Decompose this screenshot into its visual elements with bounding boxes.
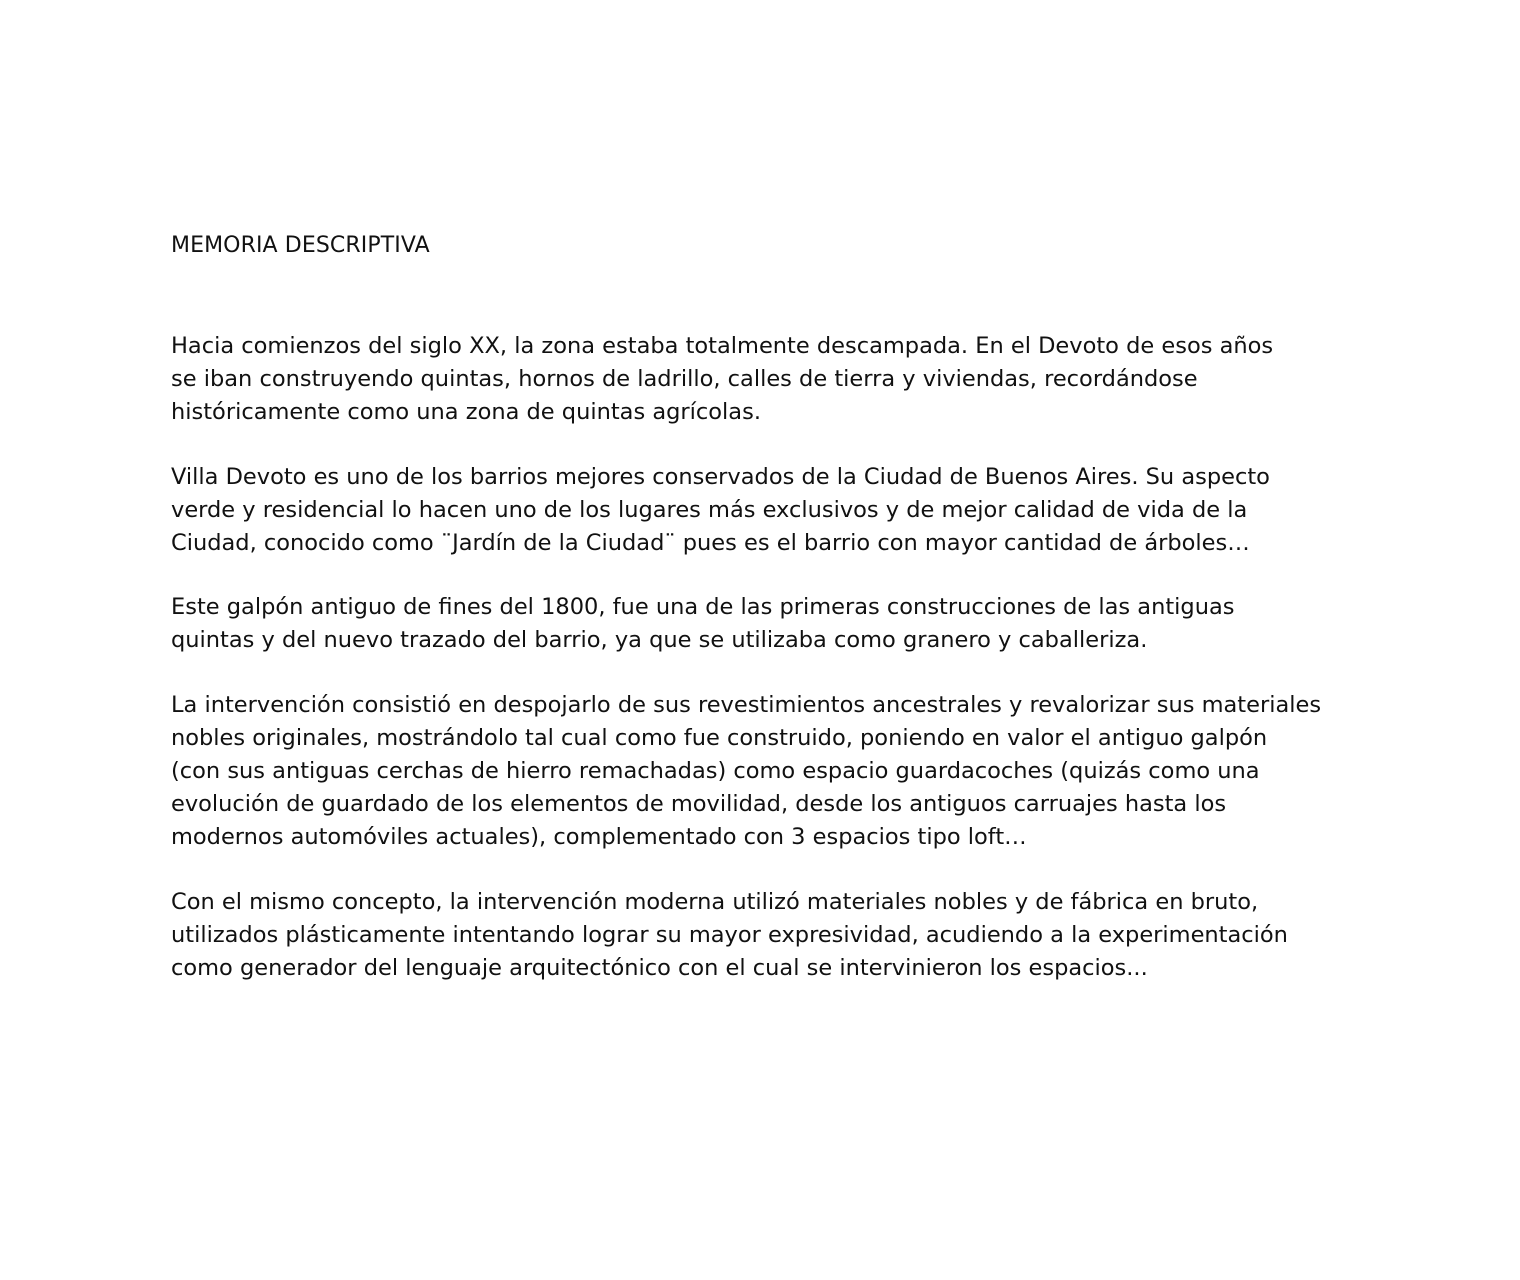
paragraph-intervention <box>171 689 1386 854</box>
paragraph-line: modernos automóviles actuales), complementado con 3 espacios tipo loft… <box>171 823 1027 850</box>
paragraph-line: Hacia comienzos del siglo XX, la zona estaba totalmente descampada. En el Devoto de esos años <box>171 333 1274 359</box>
document-body <box>171 330 1386 985</box>
paragraph-line: nobles originales, mostrándolo tal cual como fue construido, poniendo en valor el antiguo galpón <box>171 725 1268 752</box>
paragraph-line: utilizados plásticamente intentando lograr su mayor expresividad, acudiendo a la experimentación <box>171 921 1288 948</box>
paragraph-line: (con sus antiguas cerchas de hierro remachadas) como espacio guardacoches (quizás como una <box>171 758 1260 785</box>
paragraph-line: Ciudad, conocido como ¨Jardín de la Ciudad¨ pues es el barrio con mayor cantidad de árboles… <box>171 529 1250 556</box>
paragraph-line: Este galpón antiguo de fines del 1800, fue una de las primeras construcciones de las antiguas <box>171 594 1235 621</box>
paragraph-line: se iban construyendo quintas, hornos de ladrillo, calles de tierra y viviendas, recordándose <box>171 365 1198 392</box>
paragraph-old-shed <box>171 591 1386 657</box>
paragraph-line: quintas y del nuevo trazado del barrio, ya que se utilizaba como granero y caballeriza. <box>171 627 1148 654</box>
document-content <box>171 230 1386 1017</box>
paragraph-early-history <box>171 330 1386 429</box>
paragraph-line: Villa Devoto es uno de los barrios mejores conservados de la Ciudad de Buenos Aires. Su aspecto <box>171 463 1270 490</box>
paragraph-line: Con el mismo concepto, la intervención moderna utilizó materiales nobles y de fábrica en bruto, <box>171 888 1259 915</box>
paragraph-villa-devoto <box>171 461 1386 560</box>
paragraph-line: como generador del lenguaje arquitectónico con el cual se intervinieron los espacios... <box>171 954 1148 981</box>
paragraph-line: La intervención consistió en despojarlo de sus revestimientos ancestrales y revalorizar sus materiales <box>171 692 1322 719</box>
document-title: MEMORIA DESCRIPTIVA <box>171 233 430 258</box>
paragraph-line: verde y residencial lo hacen uno de los lugares más exclusivos y de mejor calidad de vida de la <box>171 496 1248 523</box>
paragraph-line: evolución de guardado de los elementos de movilidad, desde los antiguos carruajes hasta los <box>171 790 1227 817</box>
paragraph-line: históricamente como una zona de quintas agrícolas. <box>171 398 761 425</box>
paragraph-modern-materials <box>171 886 1386 985</box>
